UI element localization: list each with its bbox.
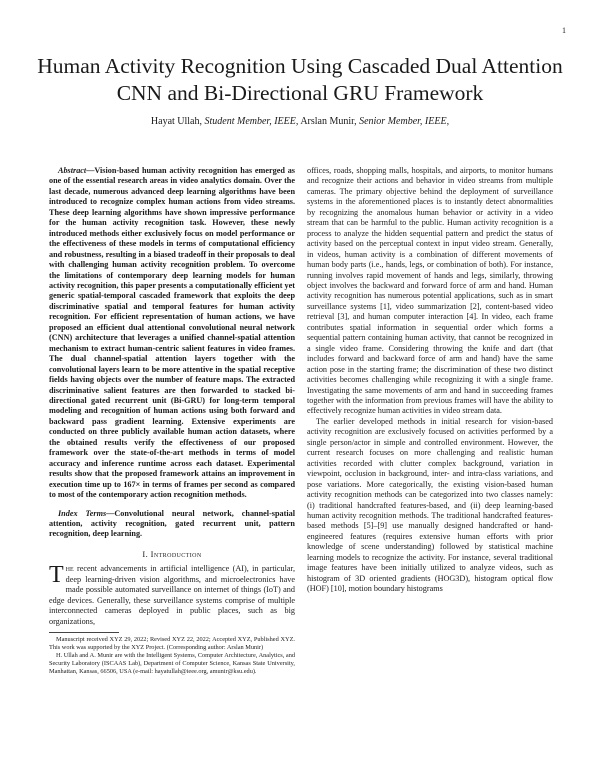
intro-text: recent advancements in artificial intelligence (AI), in particular, deep learning-driven vision algorithms, and microelectronics have made possible automated surveillance on internet of things (IoT) and edge devices. Generally, these surveillance systems comprise of multiple interconnected cameras deployed in public places, such as big organizations,: [49, 564, 295, 626]
footnotes: [49, 636, 295, 676]
author-2-name: Arslan Munir,: [300, 116, 357, 127]
author-2-role: Senior Member, IEEE,: [359, 116, 450, 127]
index-terms-text: —Convolutional neural network, channel-spatial attention, activity recognition, gated recurrent unit, pattern recognition, deep learning.: [49, 508, 296, 539]
right-column: [307, 166, 553, 595]
dropcap: T: [49, 562, 64, 589]
title-block: [20, 53, 580, 128]
page-number: 1: [562, 26, 566, 35]
footnote-manuscript: Manuscript received XYZ 29, 2022; Revised XYZ 22, 2022; Accepted XYZ, Published XYZ. This work was supported by the XYZ Project. (Corresponding author: Arslan Munir): [49, 636, 295, 651]
index-terms-label: Index Terms: [58, 508, 107, 518]
footnote-affiliation: H. Ullah and A. Munir are with the Intelligent Systems, Computer Architecture, Analytics, and Security Laboratory (ISCAAS Lab), Department of Computer Science, Kansas State University, Manhattan, Kansas, 66506, USA (e-mail: hayatullah@ieee.org, amunir@ksu.edu).: [49, 651, 295, 675]
body-paragraph-1: offices, roads, shopping malls, hospitals, and airports, to monitor humans and recognize their actions and behavior in video streams from multiple cameras. The primary objective behind the deployment of surveillance systems in the aforementioned places is to instantly detect abnormalities by recognizing the anomalous human behavior or activity in a video stream that can be harmful to the public. Human activity recognition is a process to analyze the hidden sequential pattern and predict the status of activity based on the perceptual context in input video stream. Generally, in videos, human activity is a combination of different movements of human body parts (i.e., hands, legs, or combination of both). For instance, running involves rapid movement of hands and legs, similarly, throwing object involves the backward and forward force of arm and hand. Human activity recognition has numerous potential applications, such as in smart surveillance systems [1], video summarization [2], content-based video retrieval [3], and human computer interaction [4]. In video, each frame contributes spatial information in sequential order which forms a sequential pattern containing human activity, that cannot be recognized in a single video frame. Considering throwing the knife and dart (that includes forward and backward force of arm and hand) have the same action pose in the starting frame; the discrimination of these two distinct activities becomes challenging while recognizing it with a single frame. Investigating the same movements of arm and hand in succeeding frames together with the information from previous frames will have the ability to effectively recognize human activities in video stream data.: [307, 166, 553, 416]
footnote-divider: [49, 632, 119, 633]
intro-lead-caps: he: [65, 564, 74, 574]
left-column: [49, 166, 295, 676]
author-1-name: Hayat Ullah,: [150, 116, 202, 127]
section-heading-introduction: I. Introduction: [142, 548, 202, 559]
paper-title: Human Activity Recognition Using Cascaded Dual Attention CNN and Bi-Directional GRU Framework: [37, 54, 563, 105]
author-line: [20, 116, 580, 128]
author-1-role: Student Member, IEEE,: [204, 116, 299, 127]
abstract-label: Abstract: [58, 166, 87, 175]
abstract: [49, 166, 295, 501]
abstract-text: —Vision-based human activity recognition has emerged as one of the essential research areas in video analytics domain. Over the last decade, numerous advanced deep learning algorithms have been introduced to recognize complex human actions from video streams. These deep learning algorithms have shown impressive performance for the human activity recognition task. However, these newly introduced methods either exclusively focus on model performance or the effectiveness of these models in terms of computational efficiency and robustness, resulting in a biased tradeoff in their proposals to deal with challenging human activity recognition problem. To overcome the limitations of contemporary deep learning models for human activity recognition, this paper presents a computationally efficient yet generic spatial-temporal cascaded framework that exploits the deep discriminative spatial and temporal features for human activity recognition. For efficient representation of human actions, we have proposed an efficient dual attentional convolutional neural network (CNN) architecture that leverages a unified channel-spatial attention mechanism to extract human-centric salient features in video frames. The dual channel-spatial attention layers together with the convolutional layers learn to be more attentive in the spatial receptive fields having objects over the number of feature maps. The extracted discriminative salient features are then forwarded to stacked bi-directional gated recurrent unit (Bi-GRU) for long-term temporal modeling and recognition of human actions using both forward and backward pass gradient learning. Extensive experiments are conducted on three publicly available human action datasets, where the obtained results verify the effectiveness of our proposed framework over the state-of-the-art methods in terms of model accuracy and inference runtime across each dataset. Experimental results show that the proposed framework attains an improvement in execution time up to 167× in terms of frames per second as compared to most of the contemporary action recognition methods.: [49, 166, 295, 500]
body-paragraph-2: The earlier developed methods in initial research for vision-based activity recognition are exclusively focused on activities performed by a single person/actor in simple and controlled environment. However, the current research focuses on more challenging and realistic human activities recorded with clutter complex background, variation in viewpoint, occlusion in background, inter- and intra-class variations, and pose variations. More categorically, the existing vision-based human activity recognition methods can be categorized into two classes namely: (i) traditional handcrafted features-based, and (ii) deep learning-based human activity recognition methods. The traditional handcrafted features-based methods [5]–[9] use manually designed handcrafted or hand-engineered features (requires extensive human efforts with prior knowledge of scene understanding) followed by statistical machine learning models to recognize the activity. For instance, several traditional image features have been initially utilized to analyze videos, such as histogram of 3D oriented gradients (HOG3D), histogram optical flow (HOF) [10], motion boundary histograms: [307, 416, 553, 594]
introduction-paragraph: [49, 564, 295, 627]
index-terms: [49, 509, 295, 540]
